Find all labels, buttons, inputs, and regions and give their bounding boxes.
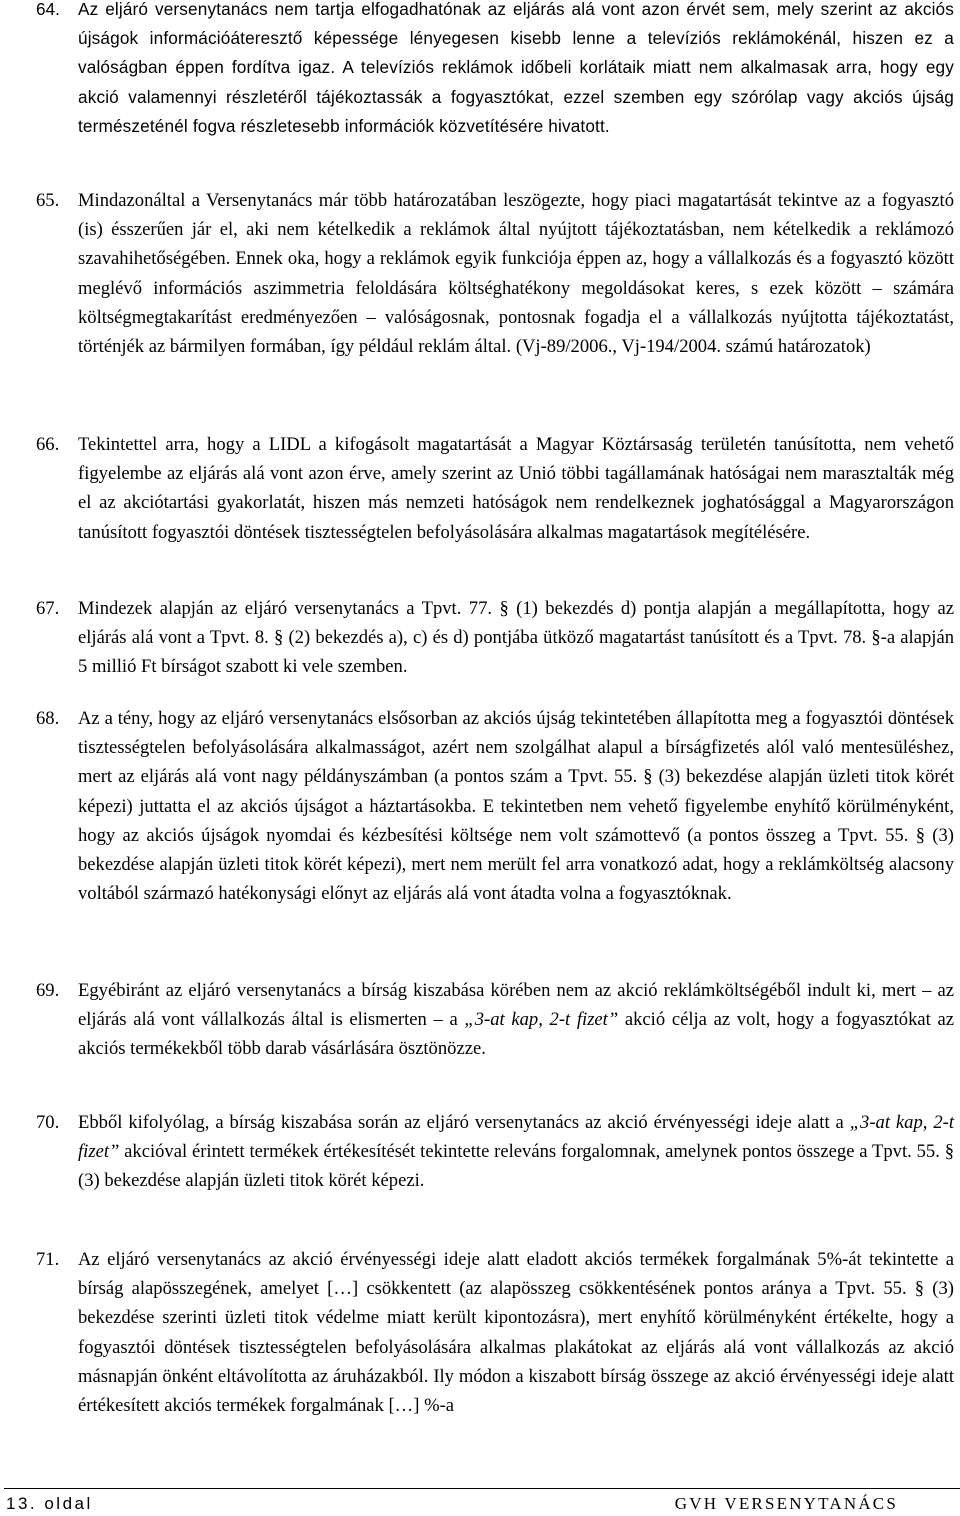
paragraph-64 — [36, 0, 954, 141]
paragraph-70 — [36, 1108, 954, 1196]
footer-organization: GVH VERSENYTANÁCS — [674, 1494, 898, 1513]
paragraph-number: 65. — [36, 190, 60, 211]
promotion-name-italic: „3-at kap, 2-t fizet” — [464, 1009, 619, 1031]
paragraph-number: 69. — [36, 980, 60, 1001]
paragraph-number: 64. — [36, 0, 60, 19]
paragraph-number: 66. — [36, 434, 60, 455]
paragraph-text-end: akcióval érintett termékek értékesítését tekintette releváns forgalomnak, amelynek pontos összege a Tpvt. 55. § (3) bekezdése alapján üzleti titok körét képezi. — [78, 1141, 954, 1192]
paragraph-number: 67. — [36, 598, 60, 619]
paragraph-text: Mindezek alapján az eljáró versenytanács a Tpvt. 77. § (1) bekezdés d) pontja alapján a megállapította, hogy az eljárás alá vont a Tpvt. 8. § (2) bekezdés a), c) és d) pontjába ütköző magatartást tanúsított és a Tpvt. 78. §-a alapján 5 millió Ft bírságot szabott ki vele szemben. — [78, 598, 954, 678]
paragraph-66 — [36, 430, 954, 547]
footer-page-number: 13. oldal — [6, 1494, 93, 1513]
paragraph-text-end: akció célja az volt, hogy a fogyasztókat az akciós termékekből több darab vásárlására ösztönözze. — [78, 1009, 955, 1060]
promotion-name-italic: „3-at kap, 2-t fizet” — [78, 1112, 954, 1163]
paragraph-65 — [36, 186, 954, 361]
paragraph-number: 68. — [36, 708, 60, 729]
paragraph-text — [78, 976, 954, 1064]
paragraph-text: Az eljáró versenytanács az akció érvényességi ideje alatt eladott akciós termékek forgalmának 5%-át tekintette a bírság alapösszegének, amelyet […] csökkentett (az alapösszeg csökkentésének pontos aránya a Tpvt. 55. § (3) bekezdése szerinti üzleti titok védelme miatt került kipontozásra), mert enyhítő körülményként értékelte, hogy a fogyasztói döntések tisztességtelen befolyásolására alkalmas plakátokat az eljárás alá vont vállalkozás az akció másnapján önként eltávolította az áruházakból. Ily módon a kiszabott bírság összege az akció érvényességi ideje alatt értékesített akciós termékek forgalmának […] %-a — [78, 1249, 954, 1417]
paragraph-number: 71. — [36, 1249, 60, 1270]
paragraph-69 — [36, 976, 954, 1064]
paragraph-67 — [36, 594, 954, 682]
paragraph-71 — [36, 1245, 954, 1420]
paragraph-text: Mindazonáltal a Versenytanács már több határozatában leszögezte, hogy piaci magatartását tekintve az a fogyasztó (is) ésszerűen jár el, aki nem kételkedik a reklámok által nyújtott tájékoztatásban, nem kételkedik a reklámozó szavahihetőségében. Ennek oka, hogy a reklámok egyik funkciója éppen az, hogy a vállalkozás és a fogyasztó között meglévő információs aszimmetria feloldására költséghatékony megoldásokat keres, s ezek között – számára költségmegtakarítást eredményezően – valóságosnak, pontosnak fogadja el a vállalkozás nyújtotta tájékoztatást, történjék az bármilyen formában, így például reklám által. (Vj-89/2006., Vj-194/2004. számú határozatok) — [78, 190, 954, 358]
paragraph-68 — [36, 704, 954, 908]
paragraph-text-start: Ebből kifolyólag, a bírság kiszabása során az eljáró versenytanács az akció érvényességi ideje alatt a — [78, 1112, 850, 1133]
paragraph-text: Tekintettel arra, hogy a LIDL a kifogásolt magatartását a Magyar Köztársaság területén tanúsította, nem vehető figyelembe az eljárás alá vont azon érve, amely szerint az Unió többi tagállamának hatóságai nem marasztalták még el az akciótartási gyakorlatát, hiszen más nemzeti hatóságok nem rendelkeznek joghatósággal a Magyarországon tanúsított fogyasztói döntések tisztességtelen befolyásolására alkalmas magatartások megítélésére. — [78, 434, 954, 543]
paragraph-text-start: Egyébiránt az eljáró versenytanács a bírság kiszabása körében nem az akció reklámköltségéből indult ki, mert – az eljárás alá vont vállalkozás által is elismerten – a — [78, 980, 954, 1031]
paragraph-text: Az a tény, hogy az eljáró versenytanács elsősorban az akciós újság tekintetében állapította meg a fogyasztói döntések tisztességtelen befolyásolására alkalmasságot, azért nem szolgálhat alapul a bírságfizetés alól való mentesüléshez, mert az eljárás alá vont nagy példányszámban (a pontos szám a Tpvt. 55. § (3) bekezdése alapján üzleti titok körét képezi) juttatta el az akciós újságot a háztartásokba. E tekintetben nem vehető figyelembe enyhítő körülményként, hogy az akciós újságok nyomdai és kézbesítési költsége nem volt számottevő (a pontos összeg a Tpvt. 55. § (3) bekezdése alapján üzleti titok körét képezi), mert nem merült fel arra vonatkozó adat, hogy a reklámköltség alacsony voltából származó hatékonysági előnyt az eljárás alá vont átadta volna a fogyasztóknak. — [78, 708, 954, 905]
paragraph-text: Az eljáró versenytanács nem tartja elfogadhatónak az eljárás alá vont azon érvét sem, mely szerint az akciós újságok információáteresztő képessége lényegesen kisebb lenne a televíziós reklámokénál, hiszen ez a valóságban éppen fordítva igaz. A televíziós reklámok időbeli korlátaik miatt nem alkalmasak arra, hogy egy akció valamennyi részletéről tájékoztassák a fogyasztókat, ezzel szemben egy szórólap vagy akciós újság természeténél fogva részletesebb információk közvetítésére hivatott. — [78, 0, 954, 136]
paragraph-text — [78, 1108, 954, 1196]
paragraph-number: 70. — [36, 1112, 60, 1133]
footer-divider — [4, 1488, 960, 1489]
